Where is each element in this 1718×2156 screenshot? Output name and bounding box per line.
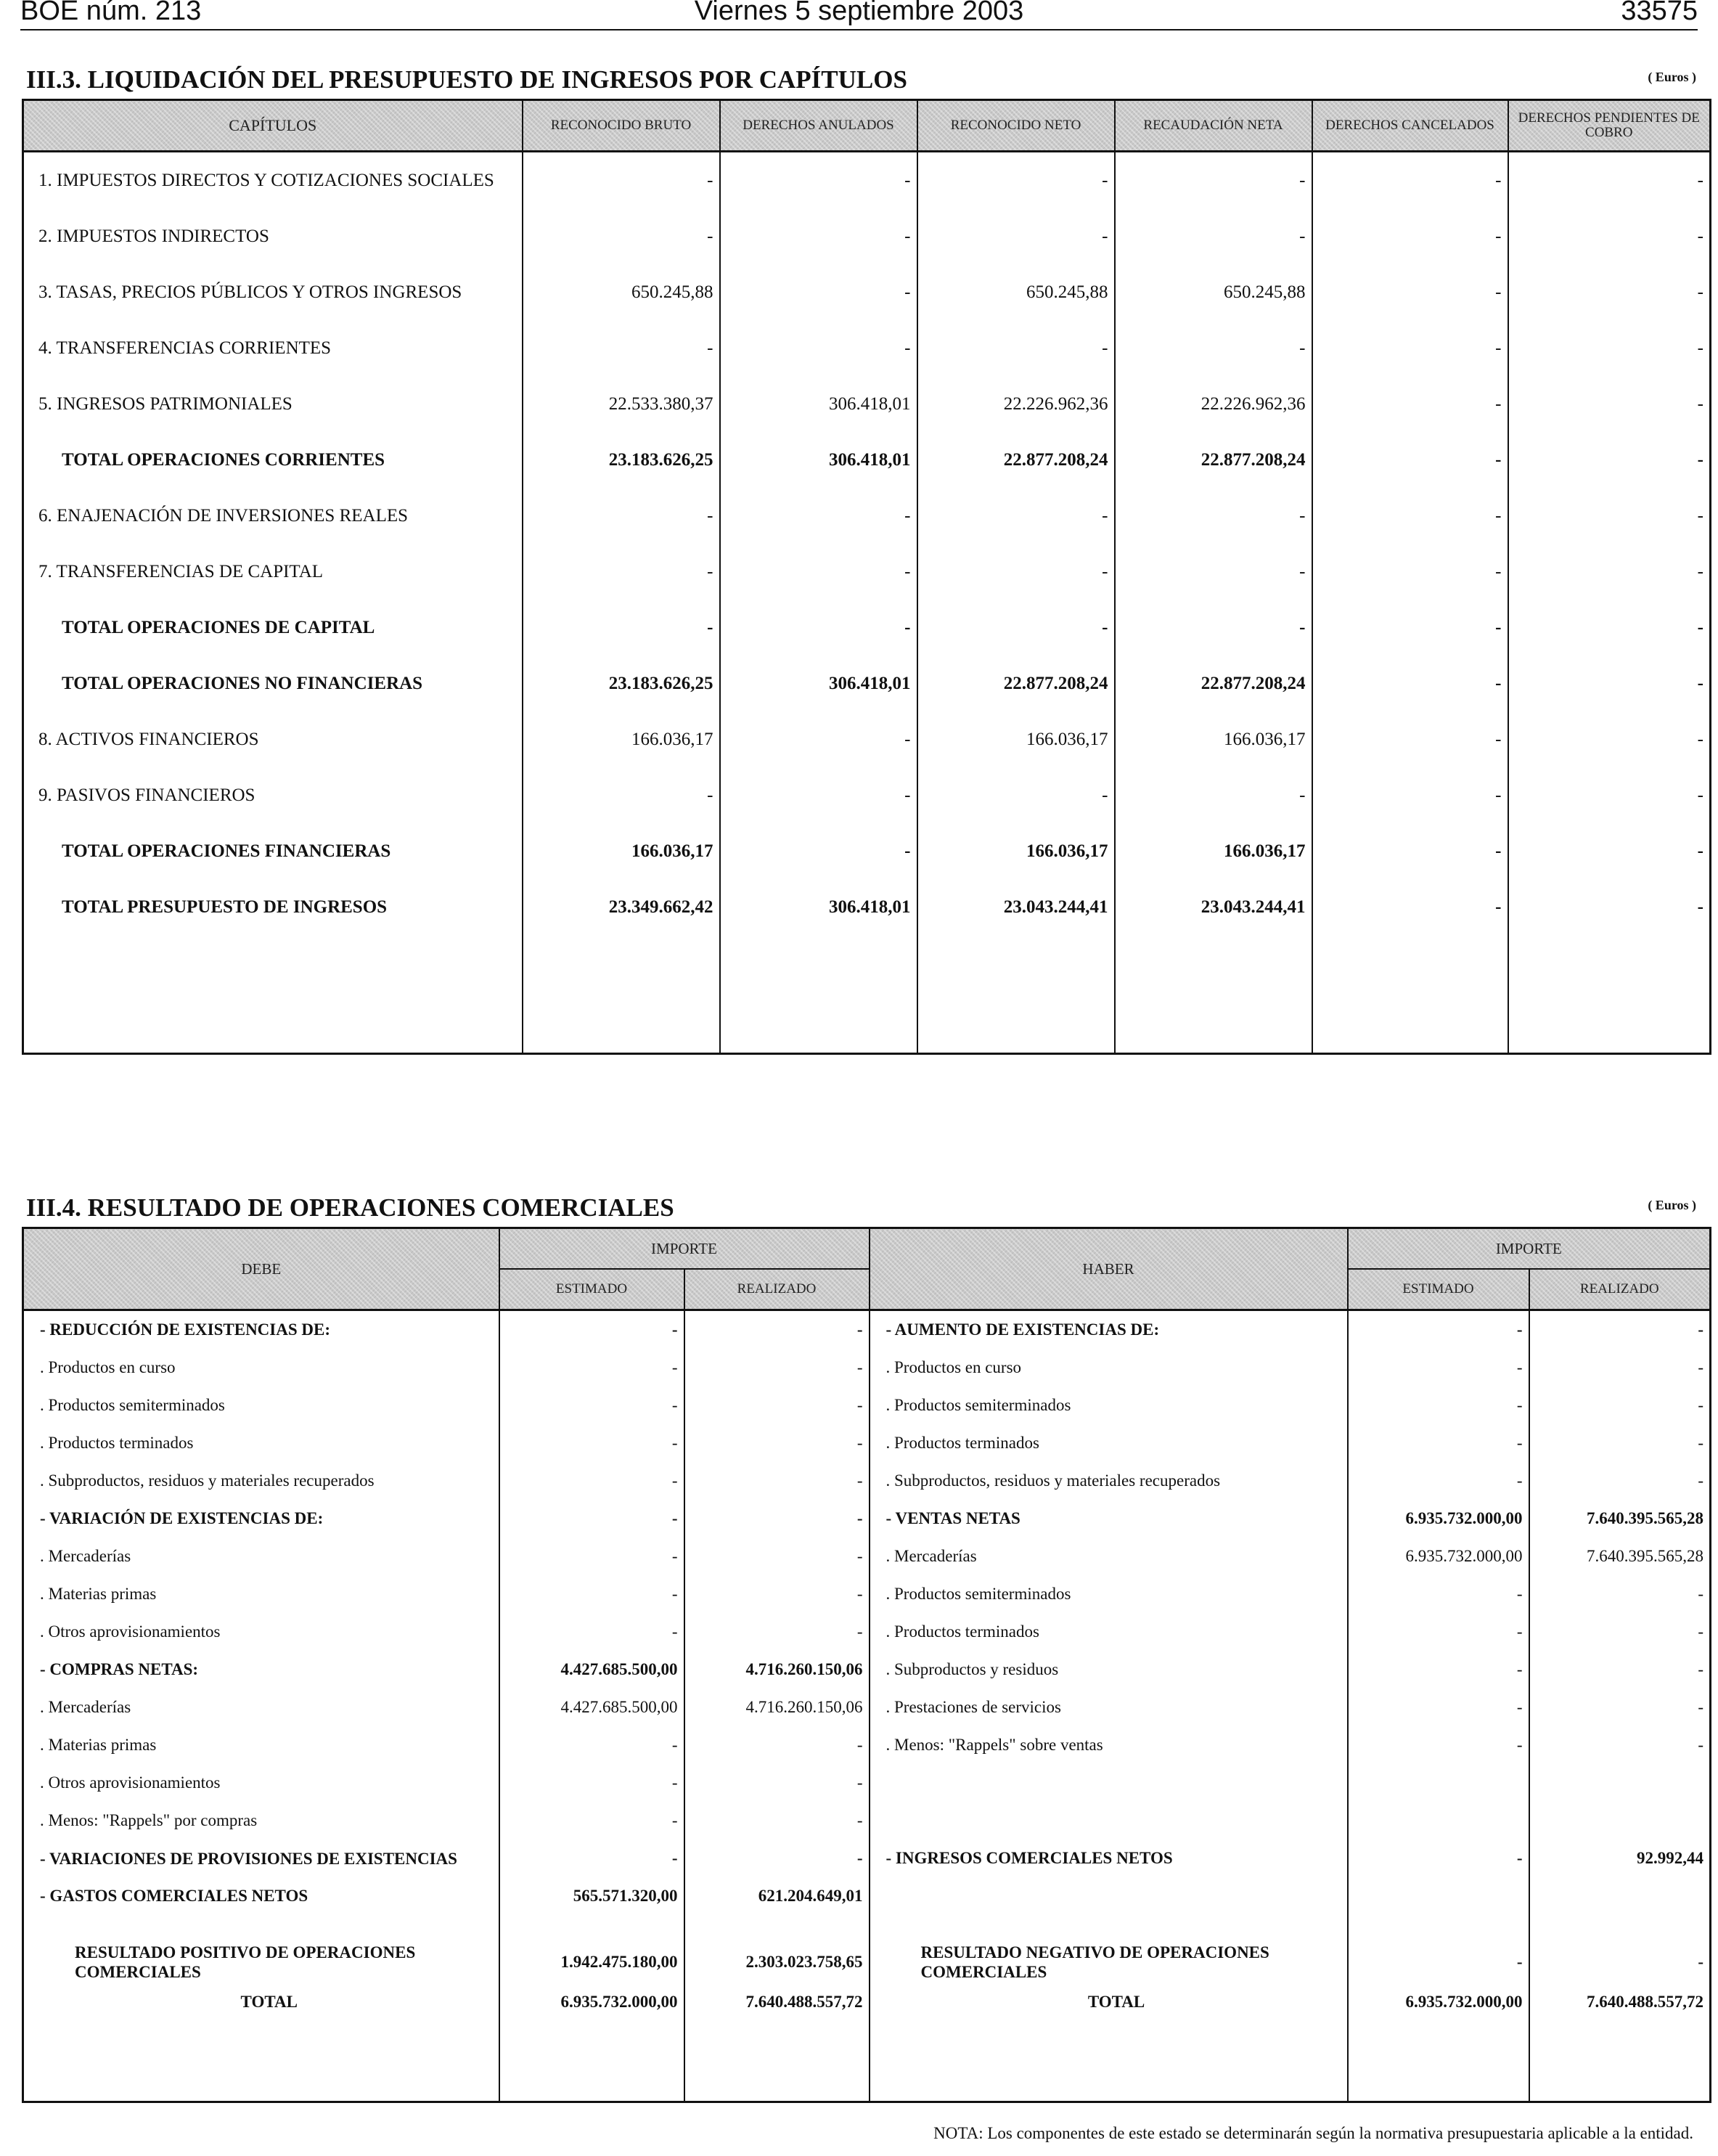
importe-value: - <box>499 1764 684 1802</box>
table-row <box>23 264 1711 320</box>
debe-label: - COMPRAS NETAS: <box>40 1660 199 1678</box>
row-value: 22.877.208,24 <box>1115 432 1312 488</box>
haber-label: . Productos terminados <box>870 1424 1348 1462</box>
debe-label: RESULTADO POSITIVO DE OPERACIONES COMERCIALES <box>75 1943 416 1981</box>
row-value: - <box>1508 264 1711 320</box>
row-value: - <box>1508 152 1711 209</box>
row-value: - <box>523 600 720 656</box>
importe-value: - <box>684 1424 870 1462</box>
importe-value: - <box>684 1764 870 1802</box>
row-value: - <box>917 320 1115 376</box>
empty-cell <box>870 2021 1348 2102</box>
row-value: 650.245,88 <box>917 264 1115 320</box>
row-value: - <box>1115 544 1312 600</box>
haber-label: . Productos semiterminados <box>870 1575 1348 1613</box>
row-value: - <box>1312 208 1508 264</box>
debe-label: . Productos terminados <box>40 1434 194 1452</box>
row-value: 166.036,17 <box>917 823 1115 879</box>
row-value: - <box>1312 320 1508 376</box>
importe-value: - <box>1348 1349 1529 1387</box>
page-number: 33575 <box>1621 0 1698 26</box>
importe-value: - <box>1348 1310 1529 1349</box>
importe-value: - <box>1529 1941 1711 1983</box>
row-value: - <box>1312 823 1508 879</box>
importe-value: - <box>684 1538 870 1575</box>
importe-value: 1.942.475.180,00 <box>499 1941 684 1983</box>
table-row <box>23 600 1711 656</box>
table-row <box>23 711 1711 767</box>
empty-cell <box>1348 2021 1529 2102</box>
table-row <box>23 1462 1711 1500</box>
col-header-estimado-debe: ESTIMADO <box>499 1269 684 1310</box>
row-value: 306.418,01 <box>720 879 917 935</box>
col-header-derechos-cancelados: DERECHOS CANCELADOS <box>1312 100 1508 152</box>
col-header-reconocido-bruto: RECONOCIDO BRUTO <box>523 100 720 152</box>
importe-value: - <box>684 1349 870 1387</box>
haber-label: . Mercaderías <box>870 1538 1348 1575</box>
debe-label: . Productos semiterminados <box>40 1396 225 1414</box>
row-value: - <box>1312 264 1508 320</box>
row-label: 2. IMPUESTOS INDIRECTOS <box>38 226 269 246</box>
row-value: - <box>1508 320 1711 376</box>
empty-cell <box>23 1915 499 1941</box>
row-value: - <box>1312 711 1508 767</box>
table-row <box>23 1575 1711 1613</box>
importe-value: - <box>1348 1651 1529 1689</box>
importe-value: - <box>499 1538 684 1575</box>
empty-cell <box>1529 2021 1711 2102</box>
importe-value: - <box>684 1387 870 1424</box>
col-header-debe: DEBE <box>23 1228 499 1310</box>
debe-label: . Menos: "Rappels" por compras <box>40 1811 258 1829</box>
table-row <box>23 1764 1711 1802</box>
row-value: - <box>720 767 917 823</box>
importe-value: - <box>1529 1689 1711 1726</box>
section-4-title: III.4. RESULTADO DE OPERACIONES COMERCIALES <box>26 1193 674 1222</box>
empty-cell <box>684 1915 870 1941</box>
row-value: 23.043.244,41 <box>1115 879 1312 935</box>
row-label: 9. PASIVOS FINANCIEROS <box>38 785 255 805</box>
section-3-title: III.3. LIQUIDACIÓN DEL PRESUPUESTO DE INGRESOS POR CAPÍTULOS <box>26 65 907 94</box>
row-value: - <box>523 320 720 376</box>
haber-label <box>870 1764 1348 1802</box>
row-label: TOTAL OPERACIONES DE CAPITAL <box>62 617 375 637</box>
debe-label: . Materias primas <box>40 1585 157 1603</box>
debe-label: TOTAL <box>240 1993 298 2011</box>
row-value: - <box>1508 432 1711 488</box>
row-value: - <box>1312 879 1508 935</box>
table-spacer-row <box>23 1915 1711 1941</box>
row-value: - <box>1508 600 1711 656</box>
haber-label <box>870 1877 1348 1915</box>
importe-value: - <box>684 1500 870 1538</box>
table-row <box>23 767 1711 823</box>
row-value: 306.418,01 <box>720 432 917 488</box>
importe-value: - <box>1348 1941 1529 1983</box>
importe-value <box>1529 1877 1711 1915</box>
importe-value: 4.427.685.500,00 <box>499 1689 684 1726</box>
row-value: - <box>1312 600 1508 656</box>
row-value: 306.418,01 <box>720 656 917 711</box>
row-value: - <box>1312 152 1508 209</box>
section-4-units: ( Euros ) <box>1648 1198 1696 1212</box>
importe-value: 621.204.649,01 <box>684 1877 870 1915</box>
importe-value: - <box>1529 1387 1711 1424</box>
row-value: - <box>523 208 720 264</box>
table-spacer-row <box>23 2021 1711 2102</box>
row-label: TOTAL PRESUPUESTO DE INGRESOS <box>62 897 388 917</box>
row-value: - <box>917 152 1115 209</box>
importe-value: - <box>1529 1310 1711 1349</box>
row-value: - <box>720 264 917 320</box>
table-row <box>23 823 1711 879</box>
col-header-haber: HABER <box>870 1228 1348 1310</box>
ingresos-table <box>22 99 1711 1055</box>
haber-label <box>870 1802 1348 1839</box>
importe-value: 6.935.732.000,00 <box>1348 1538 1529 1575</box>
empty-cell <box>1508 935 1711 1054</box>
table-row <box>23 1310 1711 1349</box>
debe-label: - VARIACIONES DE PROVISIONES DE EXISTENCIAS <box>40 1849 457 1868</box>
row-value: 23.043.244,41 <box>917 879 1115 935</box>
importe-value: - <box>499 1575 684 1613</box>
importe-value: - <box>1348 1462 1529 1500</box>
importe-value: - <box>1348 1726 1529 1764</box>
importe-value: 6.935.732.000,00 <box>1348 1500 1529 1538</box>
importe-value: 92.992,44 <box>1529 1839 1711 1877</box>
table-row <box>23 1538 1711 1575</box>
section-3-units: ( Euros ) <box>1648 70 1696 84</box>
row-value: - <box>917 767 1115 823</box>
row-label: 6. ENAJENACIÓN DE INVERSIONES REALES <box>38 505 409 526</box>
importe-value: - <box>1529 1349 1711 1387</box>
importe-value: - <box>1529 1726 1711 1764</box>
row-value: 23.183.626,25 <box>523 432 720 488</box>
table-row <box>23 1651 1711 1689</box>
table-row <box>23 320 1711 376</box>
row-label: TOTAL OPERACIONES FINANCIERAS <box>62 841 391 861</box>
table-row <box>23 152 1711 209</box>
haber-label: . Productos en curso <box>870 1349 1348 1387</box>
row-value: - <box>917 600 1115 656</box>
importe-value: - <box>1529 1462 1711 1500</box>
table-row <box>23 432 1711 488</box>
table-row <box>23 1500 1711 1538</box>
col-header-importe-haber: IMPORTE <box>1348 1228 1711 1270</box>
importe-value: 7.640.395.565,28 <box>1529 1538 1711 1575</box>
row-value: - <box>523 767 720 823</box>
importe-value: 7.640.395.565,28 <box>1529 1500 1711 1538</box>
row-value: - <box>1508 376 1711 432</box>
haber-label: RESULTADO NEGATIVO DE OPERACIONES COMERCIALES <box>870 1941 1348 1983</box>
col-header-reconocido-neto: RECONOCIDO NETO <box>917 100 1115 152</box>
row-value: 306.418,01 <box>720 376 917 432</box>
importe-value: - <box>499 1462 684 1500</box>
haber-label: . Subproductos y residuos <box>870 1651 1348 1689</box>
row-value: - <box>523 152 720 209</box>
row-value: 650.245,88 <box>1115 264 1312 320</box>
debe-label: . Productos en curso <box>40 1358 176 1376</box>
empty-cell <box>1312 935 1508 1054</box>
empty-cell <box>523 935 720 1054</box>
row-label: 4. TRANSFERENCIAS CORRIENTES <box>38 338 332 358</box>
importe-value: 7.640.488.557,72 <box>684 1983 870 2021</box>
empty-cell <box>1115 935 1312 1054</box>
col-header-realizado-debe: REALIZADO <box>684 1269 870 1310</box>
table-row <box>23 376 1711 432</box>
importe-value: - <box>499 1387 684 1424</box>
col-header-estimado-haber: ESTIMADO <box>1348 1269 1529 1310</box>
importe-value: - <box>499 1424 684 1462</box>
row-value: - <box>1508 208 1711 264</box>
importe-value: - <box>684 1726 870 1764</box>
importe-value: - <box>499 1802 684 1839</box>
importe-value: - <box>684 1575 870 1613</box>
importe-value: - <box>499 1500 684 1538</box>
importe-value <box>1529 1802 1711 1839</box>
haber-label: . Subproductos, residuos y materiales recuperados <box>870 1462 1348 1500</box>
row-value: - <box>1508 488 1711 544</box>
row-value: - <box>1115 488 1312 544</box>
row-value: - <box>720 208 917 264</box>
row-value: - <box>523 488 720 544</box>
row-value: 166.036,17 <box>1115 711 1312 767</box>
table-row <box>23 488 1711 544</box>
importe-value: - <box>1348 1387 1529 1424</box>
table-row <box>23 1726 1711 1764</box>
row-value: 22.226.962,36 <box>1115 376 1312 432</box>
row-value: - <box>523 544 720 600</box>
col-header-importe-debe: IMPORTE <box>499 1228 870 1270</box>
row-value: - <box>720 544 917 600</box>
haber-label: . Menos: "Rappels" sobre ventas <box>870 1726 1348 1764</box>
table-row <box>23 1689 1711 1726</box>
importe-value: 565.571.320,00 <box>499 1877 684 1915</box>
debe-label: . Mercaderías <box>40 1698 131 1716</box>
importe-value: - <box>684 1310 870 1349</box>
importe-value: - <box>499 1613 684 1651</box>
col-header-derechos-pendientes: DERECHOS PENDIENTES DE COBRO <box>1508 100 1711 152</box>
table-row <box>23 1613 1711 1651</box>
row-value: - <box>1115 208 1312 264</box>
importe-value <box>1348 1877 1529 1915</box>
oc-header-row-1 <box>23 1228 1711 1270</box>
importe-value: - <box>684 1613 870 1651</box>
row-label: 1. IMPUESTOS DIRECTOS Y COTIZACIONES SOCIALES <box>38 170 494 190</box>
row-value: - <box>1508 711 1711 767</box>
col-header-capitulos: CAPÍTULOS <box>23 100 523 152</box>
importe-value: - <box>1348 1424 1529 1462</box>
row-value: - <box>917 544 1115 600</box>
row-value: - <box>720 711 917 767</box>
table-row <box>23 1877 1711 1915</box>
importe-value: - <box>1348 1613 1529 1651</box>
row-value: - <box>917 488 1115 544</box>
row-label: 7. TRANSFERENCIAS DE CAPITAL <box>38 561 324 581</box>
row-value: - <box>1312 376 1508 432</box>
importe-value: - <box>499 1839 684 1877</box>
debe-label: . Otros aprovisionamientos <box>40 1622 221 1641</box>
importe-value: - <box>1529 1575 1711 1613</box>
importe-value <box>1348 1802 1529 1839</box>
row-value: 166.036,17 <box>523 823 720 879</box>
debe-label: - VARIACIÓN DE EXISTENCIAS DE: <box>40 1509 324 1527</box>
empty-cell <box>499 2021 684 2102</box>
table-row <box>23 1941 1711 1983</box>
table-row <box>23 1349 1711 1387</box>
debe-label: - REDUCCIÓN DE EXISTENCIAS DE: <box>40 1320 331 1339</box>
publication-date: Viernes 5 septiembre 2003 <box>694 0 1024 26</box>
importe-value: 2.303.023.758,65 <box>684 1941 870 1983</box>
empty-cell <box>1348 1915 1529 1941</box>
table-row <box>23 544 1711 600</box>
row-value: - <box>1115 767 1312 823</box>
row-value: - <box>1312 488 1508 544</box>
importe-value: - <box>499 1349 684 1387</box>
haber-label: - AUMENTO DE EXISTENCIAS DE: <box>870 1310 1348 1349</box>
operaciones-comerciales-table <box>22 1227 1711 2103</box>
row-value: 23.349.662,42 <box>523 879 720 935</box>
empty-cell <box>23 935 523 1054</box>
row-label: 8. ACTIVOS FINANCIEROS <box>38 729 259 749</box>
haber-label: - VENTAS NETAS <box>870 1500 1348 1538</box>
row-value: 166.036,17 <box>523 711 720 767</box>
empty-cell <box>684 2021 870 2102</box>
empty-cell <box>720 935 917 1054</box>
row-label: 5. INGRESOS PATRIMONIALES <box>38 393 293 414</box>
row-value: - <box>720 600 917 656</box>
debe-label: - GASTOS COMERCIALES NETOS <box>40 1887 308 1905</box>
importe-value: - <box>684 1839 870 1877</box>
row-value: 650.245,88 <box>523 264 720 320</box>
table-row <box>23 879 1711 935</box>
haber-label: . Productos semiterminados <box>870 1387 1348 1424</box>
row-value: - <box>1312 767 1508 823</box>
row-value: 166.036,17 <box>1115 823 1312 879</box>
row-value: 22.877.208,24 <box>1115 656 1312 711</box>
debe-label: . Otros aprovisionamientos <box>40 1773 221 1792</box>
importe-value: 4.716.260.150,06 <box>684 1689 870 1726</box>
row-value: - <box>1508 879 1711 935</box>
row-value: - <box>1312 544 1508 600</box>
importe-value: 7.640.488.557,72 <box>1529 1983 1711 2021</box>
empty-cell <box>499 1915 684 1941</box>
table-row <box>23 1802 1711 1839</box>
row-value: 22.226.962,36 <box>917 376 1115 432</box>
importe-value: - <box>1348 1575 1529 1613</box>
col-header-derechos-anulados: DERECHOS ANULADOS <box>720 100 917 152</box>
table-row <box>23 208 1711 264</box>
debe-label: . Mercaderías <box>40 1547 131 1565</box>
importe-value: - <box>684 1802 870 1839</box>
row-value: - <box>1115 600 1312 656</box>
ingresos-header-row <box>23 100 1711 152</box>
row-value: 166.036,17 <box>917 711 1115 767</box>
row-value: - <box>1312 656 1508 711</box>
row-value: - <box>720 823 917 879</box>
empty-cell <box>917 935 1115 1054</box>
importe-value: - <box>684 1462 870 1500</box>
importe-value: - <box>499 1310 684 1349</box>
col-header-realizado-haber: REALIZADO <box>1529 1269 1711 1310</box>
table-row <box>23 1983 1711 2021</box>
row-value: - <box>1115 320 1312 376</box>
row-value: - <box>720 152 917 209</box>
table-row <box>23 1387 1711 1424</box>
importe-value <box>1529 1764 1711 1802</box>
importe-value: - <box>1529 1613 1711 1651</box>
row-value: - <box>1508 544 1711 600</box>
row-label: TOTAL OPERACIONES NO FINANCIERAS <box>62 673 423 693</box>
row-value: - <box>917 208 1115 264</box>
importe-value: - <box>1348 1839 1529 1877</box>
importe-value <box>1348 1764 1529 1802</box>
debe-label: . Subproductos, residuos y materiales recuperados <box>40 1471 375 1490</box>
importe-value: - <box>499 1726 684 1764</box>
debe-label: . Materias primas <box>40 1736 157 1754</box>
row-value: - <box>720 488 917 544</box>
table-spacer-row <box>23 935 1711 1054</box>
importe-value: 6.935.732.000,00 <box>1348 1983 1529 2021</box>
row-label: 3. TASAS, PRECIOS PÚBLICOS Y OTROS INGRESOS <box>38 282 462 302</box>
row-value: 23.183.626,25 <box>523 656 720 711</box>
haber-label: . Productos terminados <box>870 1613 1348 1651</box>
row-value: 22.877.208,24 <box>917 432 1115 488</box>
row-value: - <box>720 320 917 376</box>
col-header-recaudacion-neta: RECAUDACIÓN NETA <box>1115 100 1312 152</box>
table-row <box>23 656 1711 711</box>
row-value: - <box>1508 767 1711 823</box>
importe-value: 6.935.732.000,00 <box>499 1983 684 2021</box>
nota-footnote: NOTA: Los componentes de este estado se determinarán según la normativa presupuestaria aplicable a la entidad. <box>933 2124 1693 2142</box>
page-header <box>20 0 1698 30</box>
importe-value: - <box>1348 1689 1529 1726</box>
bulletin-number: BOE núm. 213 <box>20 0 202 26</box>
empty-cell <box>23 2021 499 2102</box>
table-row <box>23 1839 1711 1877</box>
importe-value: 4.716.260.150,06 <box>684 1651 870 1689</box>
row-value: 22.877.208,24 <box>917 656 1115 711</box>
row-value: 22.533.380,37 <box>523 376 720 432</box>
importe-value: - <box>1529 1424 1711 1462</box>
importe-value: - <box>1529 1651 1711 1689</box>
row-value: - <box>1115 152 1312 209</box>
row-value: - <box>1508 823 1711 879</box>
row-label: TOTAL OPERACIONES CORRIENTES <box>62 449 385 470</box>
table-row <box>23 1424 1711 1462</box>
haber-label: . Prestaciones de servicios <box>870 1689 1348 1726</box>
haber-label: - INGRESOS COMERCIALES NETOS <box>870 1839 1348 1877</box>
row-value: - <box>1508 656 1711 711</box>
row-value: - <box>1312 432 1508 488</box>
empty-cell <box>870 1915 1348 1941</box>
empty-cell <box>1529 1915 1711 1941</box>
importe-value: 4.427.685.500,00 <box>499 1651 684 1689</box>
haber-label: TOTAL <box>870 1983 1348 2021</box>
